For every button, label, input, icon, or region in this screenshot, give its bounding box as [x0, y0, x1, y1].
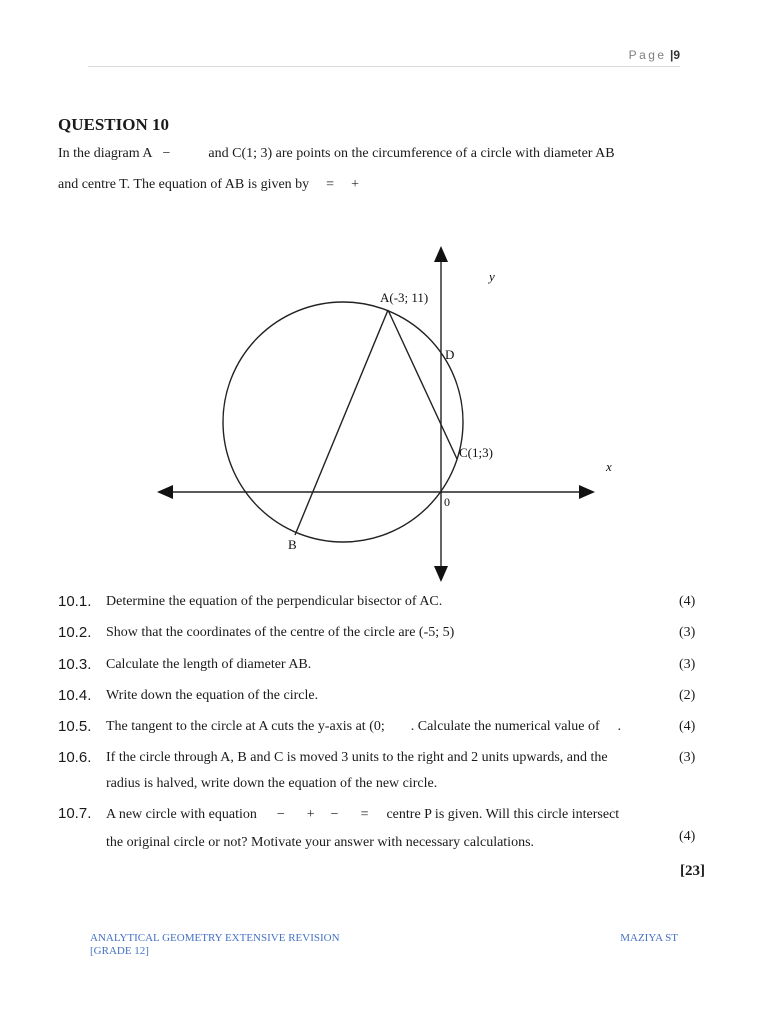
- subquestion-10-7: [0, 804, 768, 828]
- diameter-AB: [295, 310, 388, 535]
- circle: [223, 302, 463, 542]
- subquestion-number: 10.7.: [58, 805, 92, 822]
- subquestion-marks: (4): [679, 719, 696, 734]
- subquestion-marks: (2): [679, 688, 696, 703]
- page-word: Page: [628, 48, 667, 62]
- footer-grade: [GRADE 12]: [90, 945, 149, 957]
- subquestion-number: 10.6.: [58, 749, 92, 766]
- question-intro-line1: In the diagram A − and C(1; 3) are points on the circumference of a circle with diameter AB: [58, 146, 615, 161]
- subquestion-text: Calculate the length of diameter AB.: [106, 657, 312, 672]
- subquestion-text: A new circle with equation − + − = centre P is given. Will this circle intersect: [106, 807, 620, 822]
- subquestion-number: 10.5.: [58, 718, 92, 735]
- circle-diagram: [150, 240, 620, 585]
- subquestion-number: 10.3.: [58, 656, 92, 673]
- subquestion-10-6-continued: radius is halved, write down the equation of the new circle.: [106, 776, 438, 791]
- page-header: [88, 40, 680, 67]
- subquestion-text: Show that the coordinates of the centre of the circle are (-5; 5): [106, 625, 455, 640]
- footer-title: ANALYTICAL GEOMETRY EXTENSIVE REVISION: [90, 932, 340, 944]
- origin-label: 0: [444, 495, 450, 509]
- subquestion-10-7-marks: (4): [679, 829, 696, 844]
- subquestion-10-1: [0, 592, 768, 616]
- subquestion-10-6: [0, 748, 768, 772]
- question-total-marks: [23]: [680, 863, 705, 879]
- page-number: [629, 48, 680, 62]
- subquestion-number: 10.1.: [58, 593, 92, 610]
- point-C-label: C(1;3): [459, 445, 493, 460]
- subquestion-10-5: [0, 717, 768, 741]
- question-title: QUESTION 10: [58, 115, 169, 134]
- subquestion-marks: (3): [679, 750, 696, 765]
- subquestion-10-4: [0, 686, 768, 710]
- subquestion-text: Write down the equation of the circle.: [106, 688, 319, 703]
- subquestion-10-7-continued: the original circle or not? Motivate your answer with necessary calculations.: [106, 835, 535, 850]
- x-axis-left-arrow: [157, 485, 173, 499]
- y-axis-label: y: [489, 269, 495, 284]
- subquestion-number: 10.4.: [58, 687, 92, 704]
- footer-author: MAZIYA ST: [620, 932, 678, 944]
- question-intro-line2: and centre T. The equation of AB is given by = +: [58, 177, 359, 192]
- point-B-label: B: [288, 537, 297, 552]
- x-axis-right-arrow: [579, 485, 595, 499]
- subquestion-number: 10.2.: [58, 624, 92, 641]
- footer-left: [90, 932, 340, 958]
- point-A-label: A(-3; 11): [380, 290, 429, 305]
- point-D-label: D: [445, 347, 455, 362]
- subquestion-marks: (3): [679, 657, 696, 672]
- x-axis-label: x: [606, 459, 612, 474]
- subquestion-10-3: [0, 655, 768, 679]
- subquestion-text: The tangent to the circle at A cuts the y-axis at (0; . Calculate the numerical value of .: [106, 719, 622, 734]
- subquestion-10-2: [0, 623, 768, 647]
- subquestion-text: If the circle through A, B and C is moved 3 units to the right and 2 units upwards, and the: [106, 750, 608, 765]
- page-separator: |: [669, 48, 674, 62]
- page-number-value: 9: [673, 48, 680, 62]
- y-axis-down-arrow: [434, 566, 448, 582]
- subquestion-marks: (3): [679, 625, 696, 640]
- subquestion-marks: (4): [679, 594, 696, 609]
- y-axis-up-arrow: [434, 246, 448, 262]
- subquestion-text: Determine the equation of the perpendicular bisector of AC.: [106, 594, 443, 609]
